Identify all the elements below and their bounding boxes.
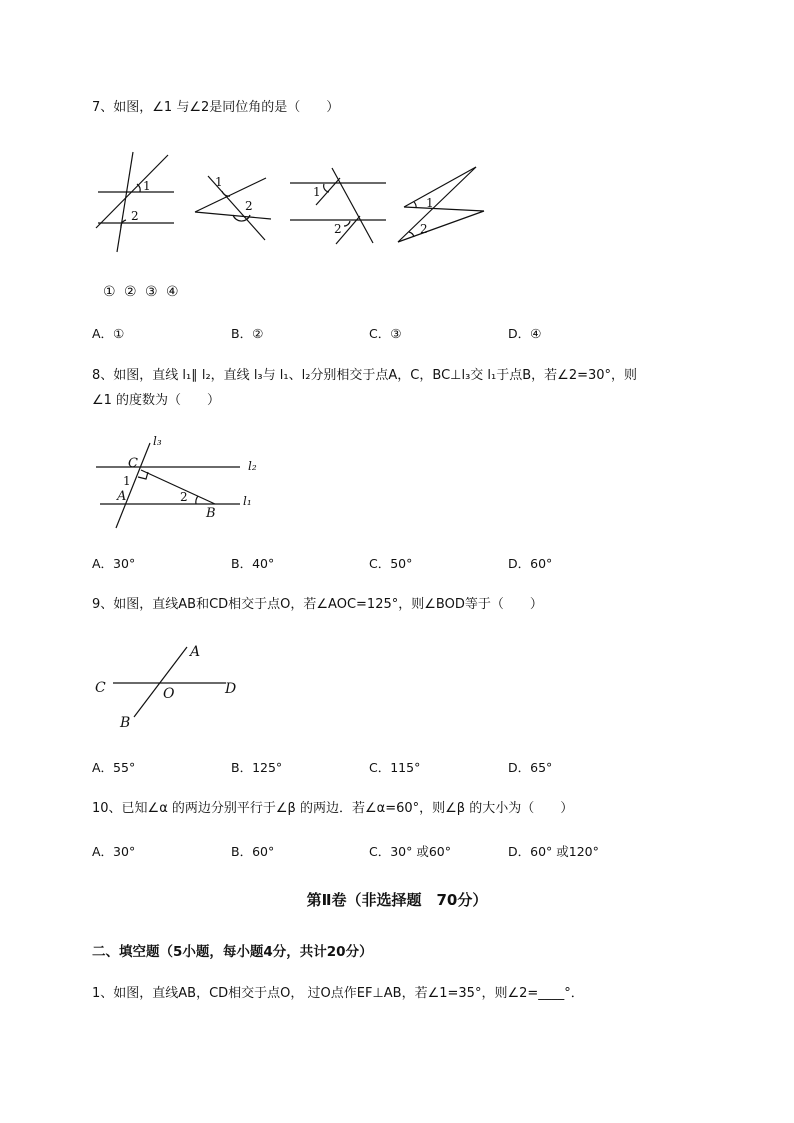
q8-option-d: D．60° xyxy=(508,556,553,571)
q7-fig3-label-2: 2 xyxy=(334,222,342,236)
q8-label-2: 2 xyxy=(180,490,188,504)
q7-option-c: C．③ xyxy=(369,326,402,341)
q8-label-c: C xyxy=(128,456,138,471)
q8-label-a: A xyxy=(117,489,127,504)
q8-label-l2: l₂ xyxy=(248,459,257,473)
q7-fig4-label-1: 1 xyxy=(426,196,434,210)
q7-sub-caption: ① ② ③ ④ xyxy=(103,284,181,300)
q7-option-d: D．④ xyxy=(508,326,542,341)
part2-heading: 第Ⅱ卷（非选择题 70分） xyxy=(306,891,488,909)
q8-label-l3: l₃ xyxy=(153,434,162,448)
q8-label-b: B xyxy=(206,506,216,521)
q10-option-b: B．60° xyxy=(231,844,275,859)
q9-option-c: C．115° xyxy=(369,760,421,775)
q8-stem-line-2: ∠1 的度数为（ ） xyxy=(92,393,221,408)
q8-option-b: B．40° xyxy=(231,556,275,571)
q7-fig3-label-1: 1 xyxy=(313,185,321,199)
q8-option-c: C．50° xyxy=(369,556,413,571)
q9-option-a: A．55° xyxy=(92,760,136,775)
q7-fig1-label-1: 1 xyxy=(143,179,151,193)
q7-option-b: B．② xyxy=(231,326,264,341)
q9-label-d: D xyxy=(225,681,237,697)
q10-option-a: A．30° xyxy=(92,844,136,859)
q8-label-l1: l₁ xyxy=(243,494,252,508)
q8-label-1: 1 xyxy=(123,474,131,488)
q8-option-a: A．30° xyxy=(92,556,136,571)
q9-label-c: C xyxy=(95,680,106,696)
q7-fig2-label-1: 1 xyxy=(215,175,223,189)
q9-label-o: O xyxy=(163,686,175,702)
q7-fig1-label-2: 2 xyxy=(131,209,139,223)
q7-option-a: A．① xyxy=(92,326,125,341)
q10-option-c: C．30° 或60° xyxy=(369,844,452,859)
q9-label-a: A xyxy=(190,644,201,660)
q7-stem: 7、如图，∠1 与∠2是同位角的是（ ） xyxy=(92,100,340,115)
q8-stem-line-1: 8、如图，直线 l₁∥ l₂，直线 l₃与 l₁、l₂分别相交于点A，C，BC⊥l₃交 l₁于点B，若∠2=30°，则 xyxy=(92,368,638,383)
q7-fig2-label-2: 2 xyxy=(245,199,253,213)
part2-section-title: 二、填空题（5小题，每小题4分，共计20分） xyxy=(92,944,373,960)
q10-stem: 10、已知∠α 的两边分别平行于∠β 的两边．若∠α=60°，则∠β 的大小为（ ） xyxy=(92,801,574,816)
q9-stem: 9、如图，直线AB和CD相交于点O，若∠AOC=125°，则∠BOD等于（ ） xyxy=(92,597,543,612)
q9-option-b: B．125° xyxy=(231,760,283,775)
q7-fig4-label-2: 2 xyxy=(420,222,428,236)
q9-label-b: B xyxy=(120,715,131,731)
part2-q1-stem: 1、如图，直线AB，CD相交于点O， 过O点作EF⊥AB，若∠1=35°，则∠2=____°． xyxy=(92,986,584,1001)
q9-option-d: D．65° xyxy=(508,760,553,775)
q10-option-d: D．60° 或120° xyxy=(508,844,599,859)
